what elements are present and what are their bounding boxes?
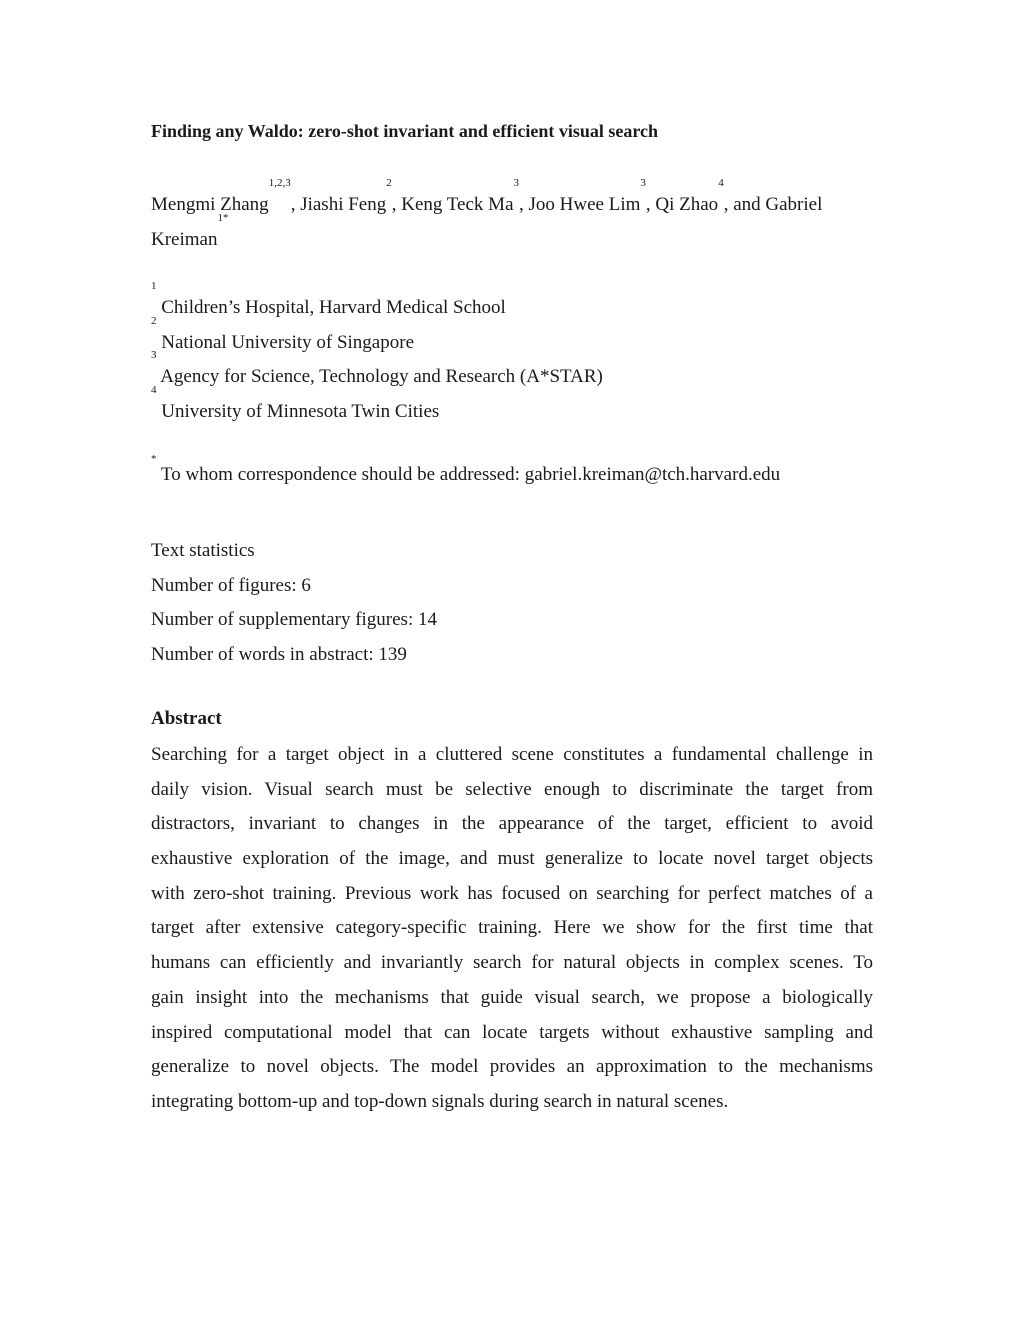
author-separator: , bbox=[290, 194, 301, 215]
author-name: Mengmi Zhang bbox=[151, 194, 269, 215]
abstract-line: with zero-shot training. Previous work has focused on searching for perfect matches of a bbox=[151, 882, 873, 904]
abstract-line: inspired computational model that can locate targets without exhaustive sampling and bbox=[151, 1021, 873, 1043]
figure-count: Number of figures: 6 bbox=[151, 574, 311, 596]
abstract-body bbox=[151, 738, 873, 1120]
affiliation-list bbox=[151, 280, 603, 430]
author-name: Gabriel Kreiman bbox=[151, 194, 823, 250]
author-affiliation-mark: 2 bbox=[386, 177, 392, 189]
author-name: Keng Teck Ma bbox=[401, 194, 514, 215]
supplementary-figure-count: Number of supplementary figures: 14 bbox=[151, 609, 437, 631]
abstract-line: humans can efficiently and invariantly search for natural objects in complex scenes. To bbox=[151, 952, 873, 974]
author-name: Qi Zhao bbox=[655, 194, 719, 215]
affiliation-number: 3 bbox=[151, 349, 157, 362]
affiliation-text: National University of Singapore bbox=[161, 331, 415, 353]
author-separator: , and bbox=[723, 194, 766, 215]
paper-title: Finding any Waldo: zero-shot invariant and efficient visual search bbox=[151, 121, 659, 141]
abstract-heading: Abstract bbox=[151, 708, 222, 729]
affiliation-number: 2 bbox=[151, 314, 157, 327]
text-statistics-heading: Text statistics bbox=[151, 540, 255, 561]
affiliation-number: 1 bbox=[151, 280, 157, 292]
abstract-line: generalize to novel objects. The model provides an approximation to the mechanisms bbox=[151, 1056, 873, 1078]
author-affiliation-mark: 3 bbox=[513, 177, 520, 189]
affiliation-item bbox=[151, 384, 603, 430]
affiliation-item bbox=[151, 314, 603, 361]
affiliation-item bbox=[151, 280, 603, 326]
author-affiliation-mark: 1,2,3 bbox=[268, 177, 291, 189]
author-name: Joo Hwee Lim bbox=[528, 194, 641, 215]
affiliation-text: University of Minnesota Twin Cities bbox=[161, 401, 440, 423]
author-affiliation-mark: 4 bbox=[718, 177, 724, 189]
abstract-line: target after extensive category-specific training. Here we show for the first time that bbox=[151, 917, 873, 939]
author-separator: , bbox=[391, 194, 402, 215]
abstract-line: daily vision. Visual search must be selective enough to discriminate the target from bbox=[151, 778, 873, 800]
correspondence-text: To whom correspondence should be addressed: gabriel.kreiman@tch.harvard.edu bbox=[160, 464, 781, 485]
author-affiliation-mark: 1* bbox=[217, 211, 229, 224]
author-list bbox=[151, 177, 873, 257]
abstract-line: gain insight into the mechanisms that guide visual search, we propose a biologically bbox=[151, 986, 873, 1008]
correspondence-mark: * bbox=[151, 453, 157, 465]
abstract-line: integrating bottom-up and top-down signals during search in natural scenes. bbox=[151, 1090, 729, 1112]
author-separator: , bbox=[645, 194, 656, 215]
abstract-line: exhaustive exploration of the image, and must generalize to locate novel target objects bbox=[151, 848, 873, 870]
affiliation-text: Agency for Science, Technology and Research (A*STAR) bbox=[160, 366, 603, 388]
abstract-word-count: Number of words in abstract: 139 bbox=[151, 644, 407, 666]
affiliation-text: Children’s Hospital, Harvard Medical School bbox=[161, 297, 506, 318]
text-statistics bbox=[151, 534, 437, 673]
affiliation-item bbox=[151, 349, 603, 395]
affiliation-number: 4 bbox=[151, 384, 157, 397]
correspondence-note bbox=[151, 453, 781, 486]
abstract-line: distractors, invariant to changes in the appearance of the target, efficient to avoid bbox=[151, 813, 873, 835]
author-separator: , bbox=[519, 194, 529, 215]
abstract-line: Searching for a target object in a cluttered scene constitutes a fundamental challenge in bbox=[151, 744, 873, 765]
author-name: Jiashi Feng bbox=[300, 194, 387, 215]
author-affiliation-mark: 3 bbox=[640, 177, 646, 189]
